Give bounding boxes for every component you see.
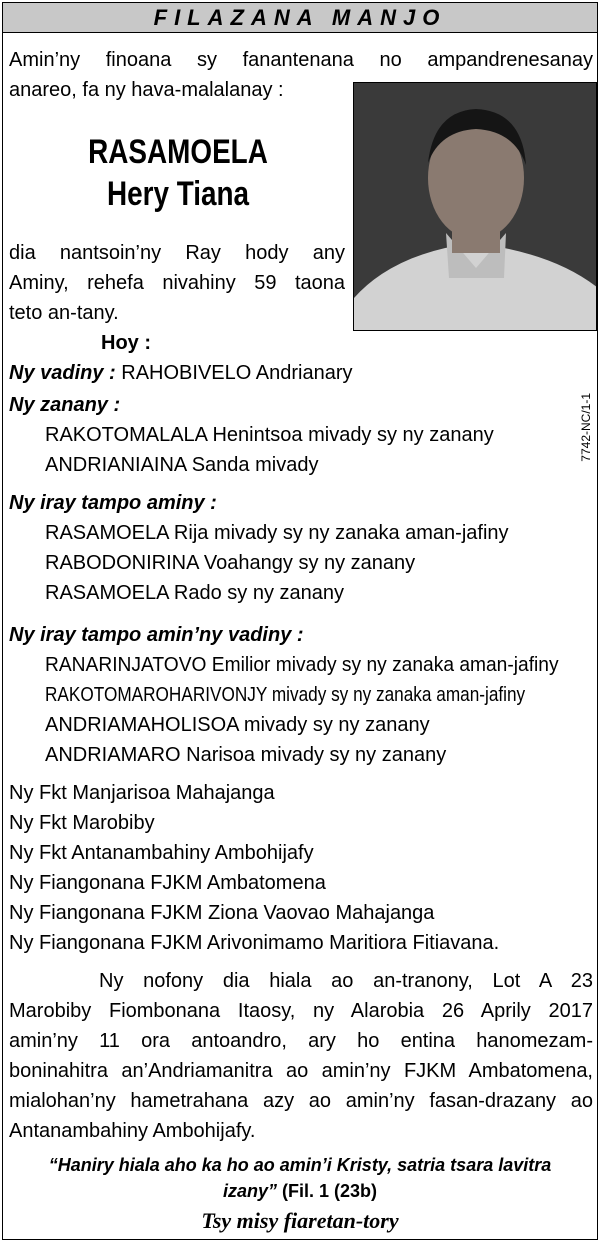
deceased-portrait bbox=[353, 82, 597, 331]
community-3: Ny Fkt Antanambahiny Ambohijafy bbox=[9, 842, 314, 864]
community-1: Ny Fkt Manjarisoa Mahajanga bbox=[9, 782, 275, 804]
bible-citation: (Fil. 1 (23b) bbox=[282, 1181, 378, 1201]
spouse-sibling-item-2 bbox=[45, 683, 600, 707]
child-item-2: ANDRIANIAINA Sanda mivady bbox=[45, 454, 319, 476]
children-label: Ny zanany : bbox=[9, 394, 121, 416]
closing-line: Tsy misy fiaretan-tory bbox=[201, 1208, 399, 1233]
death-line-1: dia nantsoin’ny Ray hody any bbox=[9, 242, 345, 264]
funeral-line-4: boninahitra an’Andriamanitra ao amin’ny FJKM Ambatomena, bbox=[9, 1060, 593, 1082]
spouse-siblings-label: Ny iray tampo amin’ny vadiny : bbox=[9, 624, 304, 646]
funeral-line-2: Marobiby Fiombonana Itaosy, ny Alarobia 26 Aprily 2017 bbox=[9, 1000, 593, 1022]
funeral-line-1: Ny nofony dia hiala ao an-tranony, Lot A 23 bbox=[99, 970, 593, 992]
community-5: Ny Fiangonana FJKM Ziona Vaovao Mahajanga bbox=[9, 902, 435, 924]
sibling-item-3: RASAMOELA Rado sy ny zanany bbox=[45, 582, 345, 604]
bible-quote-line-2 bbox=[3, 1179, 597, 1203]
spouse-label: Ny vadiny : bbox=[9, 362, 116, 384]
sibling-item-1: RASAMOELA Rija mivady sy ny zanaka aman-jafiny bbox=[45, 522, 509, 544]
notice-header: FILAZANA MANJO bbox=[3, 3, 597, 33]
community-6: Ny Fiangonana FJKM Arivonimamo Maritiora Fitiavana. bbox=[9, 932, 500, 954]
bible-quote-line-1: “Haniry hiala aho ka ho ao amin’i Kristy, satria tsara lavitra bbox=[48, 1155, 552, 1175]
child-item-1: RAKOTOMALALA Henintsoa mivady sy ny zanany bbox=[45, 424, 494, 446]
reference-code: 7742-NC/1-1 bbox=[579, 393, 593, 462]
hoy-label: Hoy : bbox=[101, 332, 151, 354]
death-line-3: teto an-tany. bbox=[9, 302, 119, 324]
spouse-sibling-item-4: ANDRIAMARO Narisoa mivady sy ny zanany bbox=[45, 744, 447, 766]
funeral-line-5: mialohan’ny hametrahana azy ao amin’ny fasan-drazany ao bbox=[9, 1090, 593, 1112]
funeral-line-6: Antanambahiny Ambohijafy. bbox=[9, 1120, 256, 1142]
community-4: Ny Fiangonana FJKM Ambatomena bbox=[9, 872, 326, 894]
funeral-line-3: amin’ny 11 ora antoandro, ary ho entina hanomezam- bbox=[9, 1030, 593, 1052]
sibling-item-2: RABODONIRINA Voahangy sy ny zanany bbox=[45, 552, 416, 574]
deceased-surname: RASAMOELA bbox=[88, 133, 268, 171]
portrait-image bbox=[354, 83, 597, 331]
deceased-given-name: Hery Tiana bbox=[106, 175, 250, 213]
spouse-sibling-text-2: RAKOTOMAROHARIVONJY mivady sy ny zanaka aman-jafiny bbox=[45, 684, 526, 706]
spouse-line bbox=[9, 361, 352, 385]
death-line-2: Aminy, rehefa nivahiny 59 taona bbox=[9, 272, 345, 294]
bible-quote-text: izany” bbox=[222, 1181, 277, 1201]
community-2: Ny Fkt Marobiby bbox=[9, 812, 155, 834]
intro-line-1: Amin’ny finoana sy fanantenana no ampandrenesanay bbox=[9, 49, 593, 71]
spouse-name: RAHOBIVELO Andrianary bbox=[121, 362, 353, 384]
siblings-label: Ny iray tampo aminy : bbox=[9, 492, 217, 514]
spouse-sibling-item-1 bbox=[45, 653, 580, 677]
spouse-sibling-item-3: ANDRIAMAHOLISOA mivady sy ny zanany bbox=[45, 714, 430, 736]
obituary-notice bbox=[2, 2, 598, 1240]
intro-line-2: anareo, fa ny hava-malalanay : bbox=[9, 79, 284, 101]
spouse-sibling-text-1: RANARINJATOVO Emilior mivady sy ny zanaka aman-jafiny bbox=[45, 654, 559, 676]
